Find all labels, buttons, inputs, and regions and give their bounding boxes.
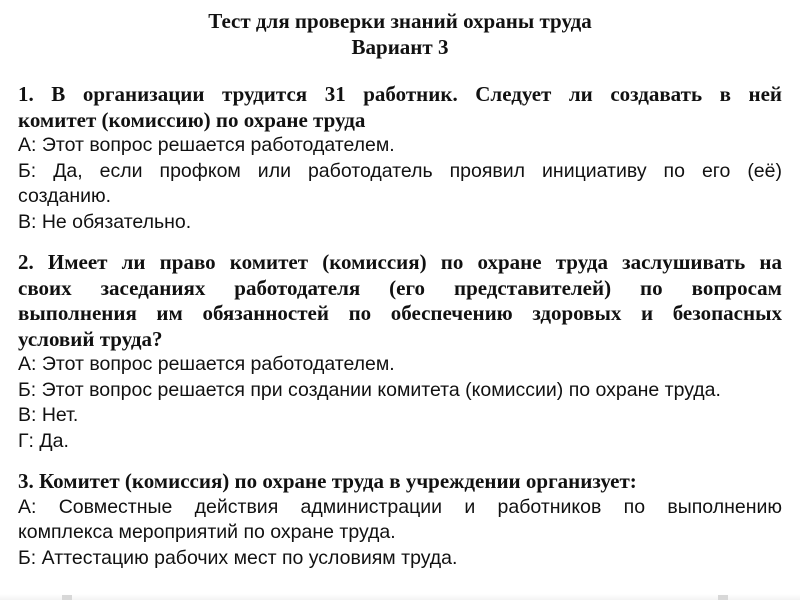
answer-option-a — [18, 133, 782, 159]
question-line: выполнения им обязанностей по обеспечению здоровых и безопасных — [18, 301, 782, 325]
question-text — [18, 469, 782, 495]
answer-line: В: Нет. — [18, 404, 79, 426]
answer-line: Б: Аттестацию рабочих мест по условиям труда. — [18, 546, 458, 569]
answer-option-a — [18, 495, 782, 546]
answer-line: Б: Этот вопрос решается при создании комитета (комиссии) по охране труда. — [18, 378, 721, 401]
question-2 — [18, 250, 782, 454]
question-line: условий труда? — [18, 326, 163, 351]
question-line: своих заседаниях работодателя (его представителей) по вопросам — [18, 275, 782, 300]
document-header — [18, 8, 782, 60]
document-title: Тест для проверки знаний охраны труда — [208, 9, 592, 33]
question-text — [18, 250, 782, 352]
page-corner-mark-left — [62, 595, 72, 600]
answer-option-b — [18, 378, 782, 404]
page-corner-mark-right — [718, 595, 728, 600]
answer-option-b — [18, 159, 782, 210]
question-3 — [18, 469, 782, 571]
answer-line: А: Совместные действия администрации и работников по выполнению — [18, 495, 782, 518]
answer-line: Г: Да. — [18, 429, 69, 452]
page-bottom-edge — [0, 594, 800, 600]
document-subtitle: Вариант 3 — [351, 35, 449, 59]
answer-line: созданию. — [18, 185, 112, 207]
answer-option-a — [18, 352, 782, 378]
answer-option-b — [18, 546, 782, 572]
question-1 — [18, 82, 782, 235]
answer-line: В: Не обязательно. — [18, 210, 192, 233]
question-line: комитет (комиссию) по охране труда — [18, 107, 366, 132]
answer-option-v — [18, 403, 782, 429]
question-line: 2. Имеет ли право комитет (комиссия) по охране труда заслушивать на — [18, 250, 782, 274]
answer-option-g — [18, 429, 782, 455]
answer-option-v — [18, 210, 782, 236]
question-line: 3. Комитет (комиссия) по охране труда в учреждении организует: — [18, 469, 637, 493]
answer-line: Б: Да, если профком или работодатель проявил инициативу по его (её) — [18, 159, 782, 182]
question-line: 1. В организации трудится 31 работник. Следует ли создавать в ней — [18, 82, 782, 106]
answer-line: комплекса мероприятий по охране труда. — [18, 521, 396, 543]
answer-line: А: Этот вопрос решается работодателем. — [18, 134, 395, 156]
question-text — [18, 82, 782, 133]
answer-line: А: Этот вопрос решается работодателем. — [18, 353, 395, 375]
